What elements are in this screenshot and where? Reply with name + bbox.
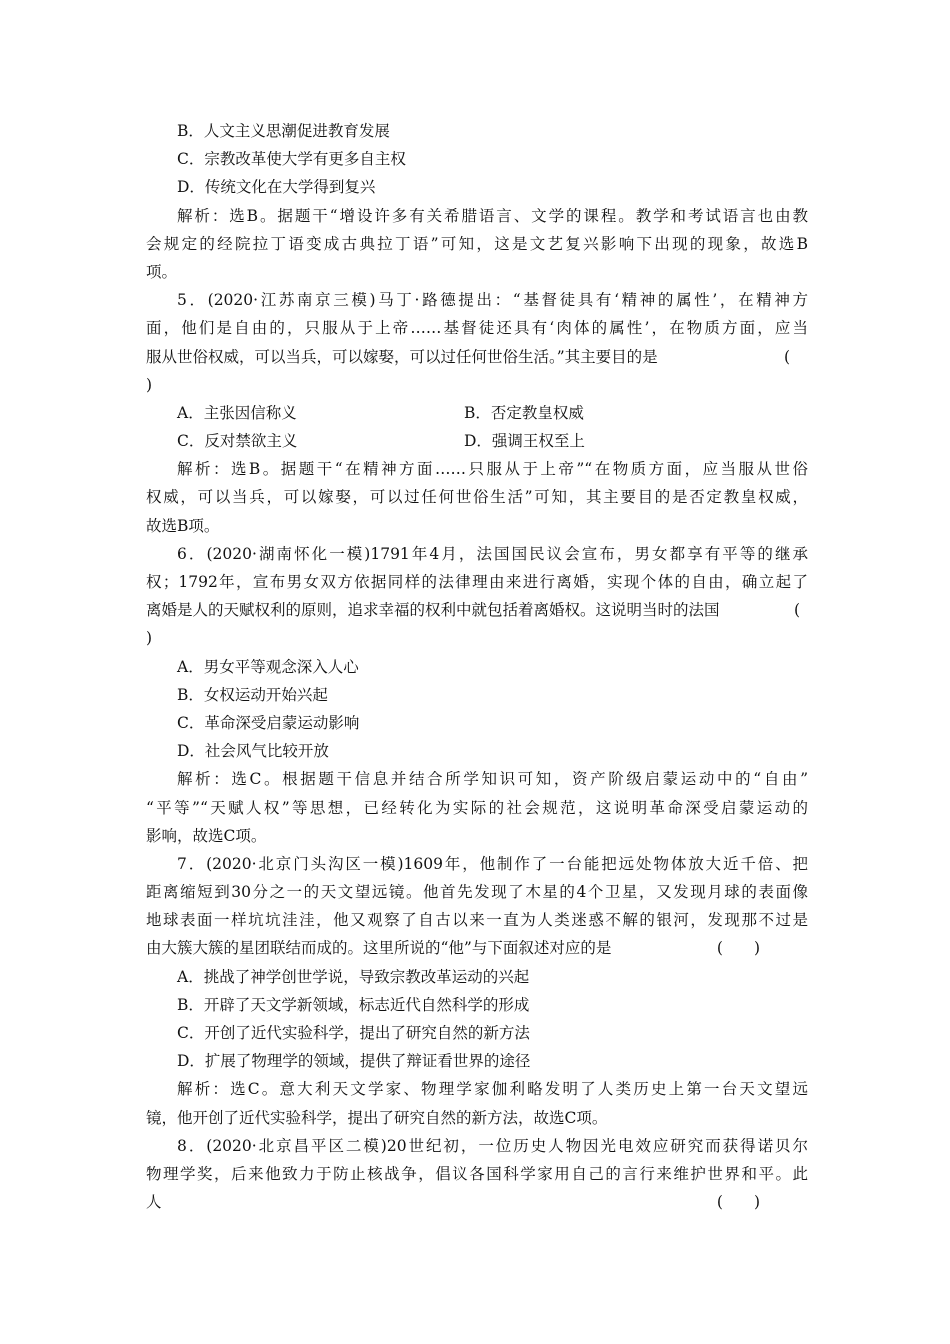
option-b: B．否定教皇权威 — [464, 403, 584, 422]
question-line: 地球表面一样坑坑洼洼，他又观察了自古以来一直为人类迷惑不解的银河，发现那不过是 — [146, 911, 808, 930]
question-line — [146, 934, 808, 962]
option-c: C．反对禁欲主义 — [177, 432, 298, 451]
answer-paren: ( — [783, 347, 790, 366]
question-line: 6．(2020·湖南怀化一模)1791年4月，法国国民议会宣布，男女都享有平等的继承 — [177, 544, 808, 563]
answer-line: 影响，故选C项。 — [146, 826, 267, 845]
option-line: D．传统文化在大学得到复兴 — [177, 178, 376, 197]
option-c: C．革命深受启蒙运动影响 — [177, 713, 360, 732]
answer-line: 会规定的经院拉丁语变成古典拉丁语”可知，这是文艺复兴影响下出现的现象，故选B — [146, 234, 808, 253]
question-line: 5．(2020·江苏南京三模)马丁·路德提出：“基督徒具有‘精神的属性’，在精神方 — [177, 291, 808, 310]
option-line: B．人文主义思潮促进教育发展 — [177, 122, 390, 140]
question-line — [146, 1188, 808, 1216]
answer-line: “平等”“天赋人权”等思想，已经转化为实际的社会规范，这说明革命深受启蒙运动的 — [146, 798, 808, 817]
answer-line: 解析：选C。意大利天文学家、物理学家伽利略发明了人类历史上第一台天文望远 — [177, 1080, 808, 1099]
option-a: A．主张因信称义 — [177, 403, 297, 422]
answer-line: 项。 — [146, 262, 178, 281]
question-line: 面，他们是自由的，只服从于上帝……基督徒还具有‘肉体的属性’，在物质方面，应当 — [146, 319, 808, 338]
option-row — [146, 427, 808, 455]
question-line: 8．(2020·北京昌平区二模)20世纪初，一位历史人物因光电效应研究而获得诺贝尔 — [177, 1136, 808, 1155]
question-line — [146, 343, 808, 371]
option-d: D．社会风气比较开放 — [177, 742, 329, 761]
answer-paren: ( ) — [716, 939, 760, 958]
option-line: C．宗教改革使大学有更多自主权 — [177, 150, 406, 169]
question-text: 由大簇大簇的星团联结而成的。这里所说的“他”与下面叙述对应的是 — [146, 939, 612, 958]
document-page — [146, 117, 808, 1216]
answer-line: 解析：选C。根据题干信息并结合所学知识可知，资产阶级启蒙运动中的“自由” — [177, 770, 808, 789]
option-d: D．扩展了物理学的领域，提供了辩证看世界的途径 — [177, 1052, 531, 1071]
answer-paren: ( ) — [716, 1193, 760, 1212]
answer-paren: ( — [793, 601, 800, 620]
answer-line: 镜，他开创了近代实验科学，提出了研究自然的新方法，故选C项。 — [146, 1108, 608, 1127]
question-line: 物理学奖，后来他致力于防止核战争，倡议各国科学家用自己的言行来维护世界和平。此 — [146, 1164, 808, 1183]
option-a: A．挑战了神学创世学说，导致宗教改革运动的兴起 — [177, 967, 530, 986]
answer-line: 解析：选B。据题干“增设许多有关希腊语言、文学的课程。教学和考试语言也由教 — [177, 206, 808, 225]
option-d: D．强调王权至上 — [464, 432, 585, 451]
question-line: 权；1792年，宣布男女双方依据同样的法律理由来进行离婚，实现个体的自由，确立起了 — [146, 573, 808, 591]
option-c: C．开创了近代实验科学，提出了研究自然的新方法 — [177, 1024, 530, 1042]
question-line: 7．(2020·北京门头沟区一模)1609年，他制作了一台能把远处物体放大近千倍、把 — [177, 854, 808, 873]
question-line — [146, 596, 808, 624]
option-a: A．男女平等观念深入人心 — [177, 657, 359, 676]
question-line: ) — [146, 629, 153, 648]
question-text: 服从世俗权威，可以当兵，可以嫁娶，可以过任何世俗生活。”其主要目的是 — [146, 347, 658, 366]
option-row — [146, 399, 808, 427]
question-line: ) — [146, 375, 153, 394]
question-line: 距离缩短到30分之一的天文望远镜。他首先发现了木星的4个卫星，又发现月球的表面像 — [146, 883, 808, 902]
question-text: 离婚是人的天赋权利的原则，追求幸福的权利中就包括着离婚权。这说明当时的法国 — [146, 601, 720, 620]
question-text: 人 — [146, 1193, 162, 1212]
answer-line: 解析：选B。据题干“在精神方面……只服从于上帝”“在物质方面，应当服从世俗 — [177, 460, 808, 479]
answer-line: 故选B项。 — [146, 516, 220, 535]
option-b: B．开辟了天文学新领域，标志近代自然科学的形成 — [177, 995, 530, 1014]
option-b: B．女权运动开始兴起 — [177, 685, 328, 704]
answer-line: 权威，可以当兵，可以嫁娶，可以过任何世俗生活”可知，其主要目的是否定教皇权威， — [146, 488, 808, 507]
